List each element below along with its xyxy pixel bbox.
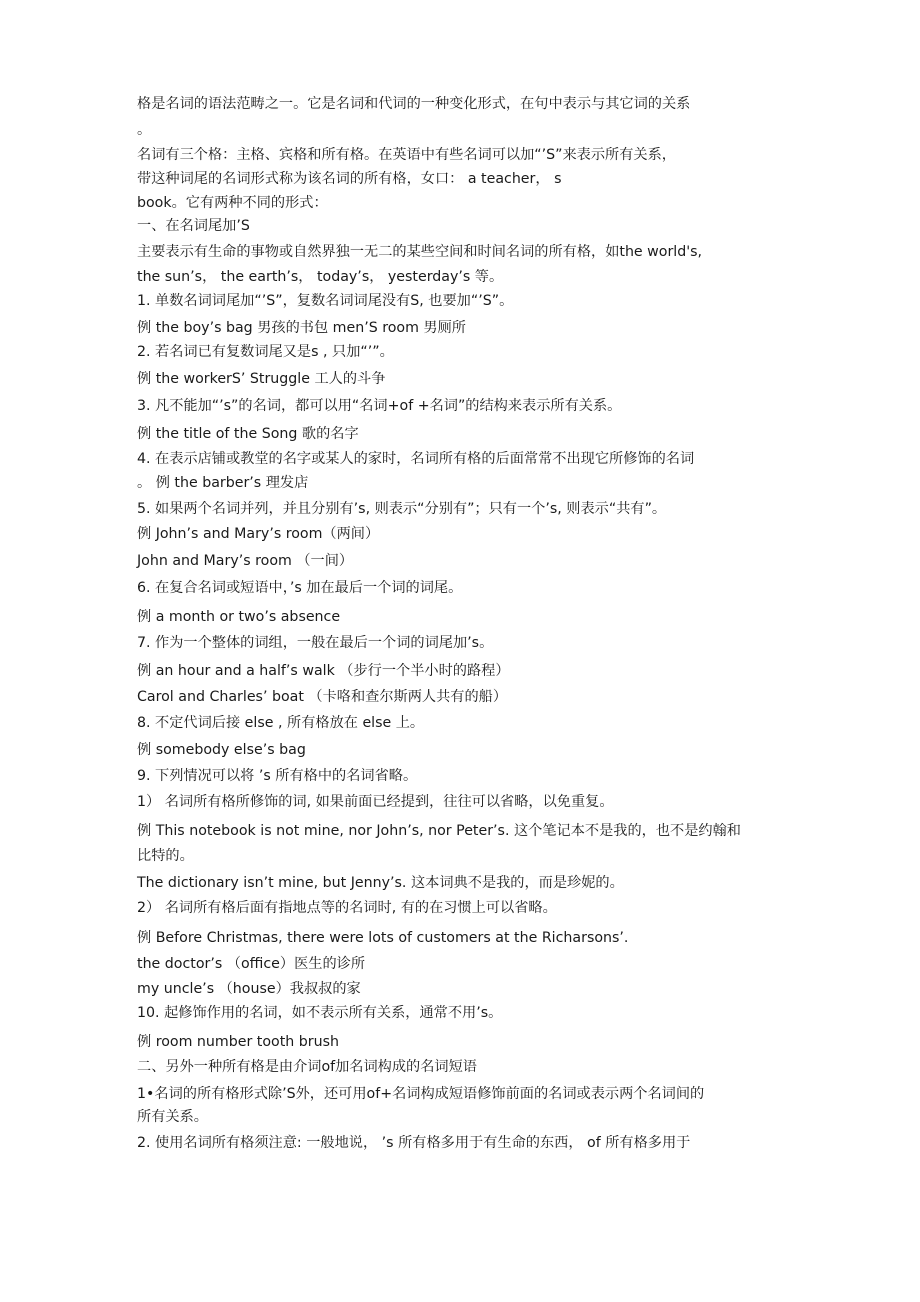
text-line: 1•名词的所有格形式除’S外，还可用of+名词构成短语修饰前面的名词或表示两个名词间的 [137,1086,705,1102]
text-line: 例 a month or two’s absence [137,609,341,625]
text-line: 例 the boy’s bag 男孩的书包 men’S room 男厕所 [137,320,466,336]
text-line: 2. 使用名词所有格须注意: 一般地说， ’s 所有格多用于有生命的东西， of 所有格多用于 [137,1135,691,1151]
text-line: 5. 如果两个名词并列，并且分别有’s, 则表示“分别有”；只有一个’s, 则表示“共有”。 [137,501,667,517]
text-line: 例 somebody else’s bag [137,742,306,758]
text-line: 例 an hour and a half’s walk （步行一个半小时的路程） [137,663,510,679]
text-line: 3. 凡不能加“’s”的名词，都可以用“名词+of +名词”的结构来表示所有关系。 [137,398,622,414]
text-line: 例 John’s and Mary’s room（两间） [137,526,380,542]
text-line: Carol and Charles’ boat （卡咯和查尔斯两人共有的船） [137,689,508,705]
text-line: 例 This notebook is not mine, nor John’s, nor Peter’s. 这个笔记本不是我的，也不是约翰和 [137,823,741,839]
text-line: 10. 起修饰作用的名词，如不表示所有关系，通常不用’s。 [137,1005,503,1021]
text-line: 名词有三个格：主格、宾格和所有格。在英语中有些名词可以加“’S”来表示所有关系， [137,147,676,163]
text-line: 所有关系。 [137,1109,208,1125]
text-line: 比特的。 [137,848,194,864]
text-line: 例 the title of the Song 歌的名字 [137,426,359,442]
text-line: 8. 不定代词后接 else , 所有格放在 else 上。 [137,715,425,731]
text-line: 。 [137,122,152,138]
text-line: 二、另外一种所有格是由介词of加名词构成的名词短语 [137,1059,477,1075]
text-line: the doctor’s （office）医生的诊所 [137,956,366,972]
text-line: 例 the workerS’ Struggle 工人的斗争 [137,371,386,387]
text-line: 1. 单数名词词尾加“’S”，复数名词词尾没有S, 也要加“’S”。 [137,293,514,309]
text-line: 。 例 the barber’s 理发店 [137,475,309,491]
text-line: 格是名词的语法范畴之一。它是名词和代词的一种变化形式，在句中表示与其它词的关系 [137,96,691,112]
text-line: 2. 若名词已有复数词尾又是s , 只加“’”。 [137,344,394,360]
text-line: 主要表示有生命的事物或自然界独一无二的某些空间和时间名词的所有格，如the world's, [137,244,703,260]
text-line: my uncle’s （house）我叔叔的家 [137,981,361,997]
text-line: 带这种词尾的名词形式称为该名词的所有格，女口： a teacher， s [137,171,562,187]
text-line: book。它有两种不同的形式： [137,195,328,211]
text-line: 例 Before Christmas, there were lots of customers at the Richarsons’. [137,930,629,946]
text-line: the sun’s， the earth’s， today’s， yesterday’s 等。 [137,269,504,285]
text-line: 一、在名词尾加’S [137,218,250,234]
text-line: John and Mary’s room （一间） [137,553,354,569]
text-line: 例 room number tooth brush [137,1034,339,1050]
text-line: The dictionary isn’t mine, but Jenny’s. 这本词典不是我的，而是珍妮的。 [137,875,624,891]
text-line: 4. 在表示店铺或教堂的名字或某人的家时，名词所有格的后面常常不出现它所修饰的名词 [137,451,695,467]
text-line: 1） 名词所有格所修饰的词, 如果前面已经提到，往往可以省略，以免重复。 [137,794,614,810]
text-line: 9. 下列情况可以将 ’s 所有格中的名词省略。 [137,768,418,784]
text-line: 2） 名词所有格后面有指地点等的名词时, 有的在习惯上可以省略。 [137,900,557,916]
text-line: 7. 作为一个整体的词组，一般在最后一个词的词尾加’s。 [137,635,494,651]
text-line: 6. 在复合名词或短语中，’s 加在最后一个词的词尾。 [137,580,463,596]
